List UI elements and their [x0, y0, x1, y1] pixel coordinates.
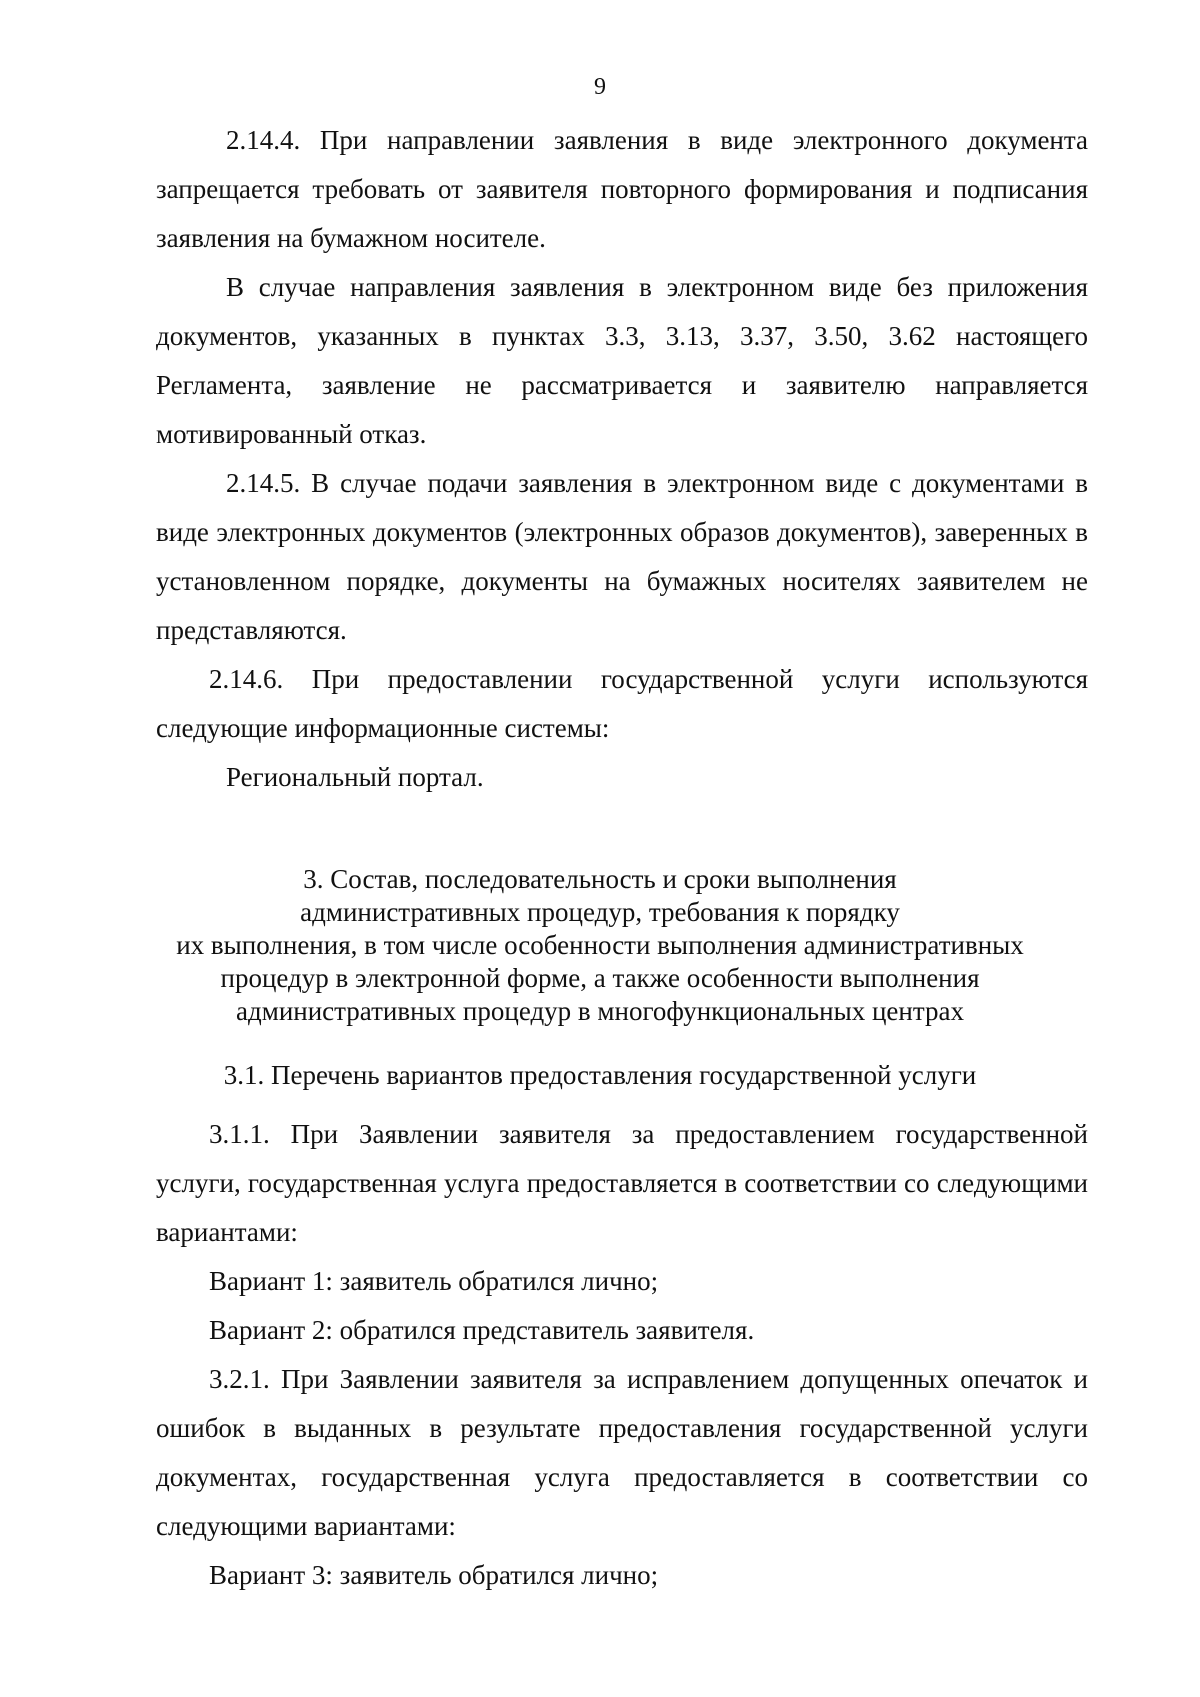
paragraph-regional-portal: Региональный портал.	[226, 762, 484, 792]
variant-3: Вариант 3: заявитель обратился лично;	[209, 1560, 659, 1590]
section-2-14	[156, 116, 1088, 802]
section-3-body	[156, 1110, 1088, 1600]
variant-2: Вариант 2: обратился представитель заявителя.	[209, 1315, 755, 1345]
heading-line: административных процедур в многофункциональных центрах	[236, 996, 964, 1026]
paragraph-2-14-6: 2.14.6. При предоставлении государственной услуги используются следующие информационные системы:	[156, 664, 1088, 743]
paragraph-2-14-5: 2.14.5. В случае подачи заявления в электронном виде с документами в виде электронных документов (электронных образов документов), заверенных в установленном порядке, документы на бумажных носителях заявителем не представляются.	[156, 468, 1088, 645]
heading-line: их выполнения, в том числе особенности выполнения административных	[176, 930, 1024, 960]
paragraph-3-2-1: 3.2.1. При Заявлении заявителя за исправлением допущенных опечаток и ошибок в выданных в результате предоставления государственной услуги документах, государственная услуга предоставляется в соответствии со следующими вариантами:	[156, 1364, 1088, 1541]
heading-line: 3. Состав, последовательность и сроки выполнения	[303, 864, 897, 894]
page-number: 9	[594, 74, 606, 100]
paragraph-3-1-1: 3.1.1. При Заявлении заявителя за предоставлением государственной услуги, государственная услуга предоставляется в соответствии со следующими вариантами:	[156, 1119, 1088, 1247]
section-3-heading	[0, 863, 1200, 1028]
paragraph-case-electronic: В случае направления заявления в электронном виде без приложения документов, указанных в пунктах 3.3, 3.13, 3.37, 3.50, 3.62 настоящего Регламента, заявление не рассматривается и заявителю направляется мотивированный отказ.	[156, 272, 1088, 449]
variant-1: Вариант 1: заявитель обратился лично;	[209, 1266, 659, 1296]
heading-line: процедур в электронной форме, а также особенности выполнения	[220, 963, 980, 993]
paragraph-2-14-4: 2.14.4. При направлении заявления в виде электронного документа запрещается требовать от заявителя повторного формирования и подписания заявления на бумажном носителе.	[156, 125, 1088, 253]
heading-line: административных процедур, требования к порядку	[300, 897, 900, 927]
subheading-3-1: 3.1. Перечень вариантов предоставления государственной услуги	[223, 1060, 977, 1090]
